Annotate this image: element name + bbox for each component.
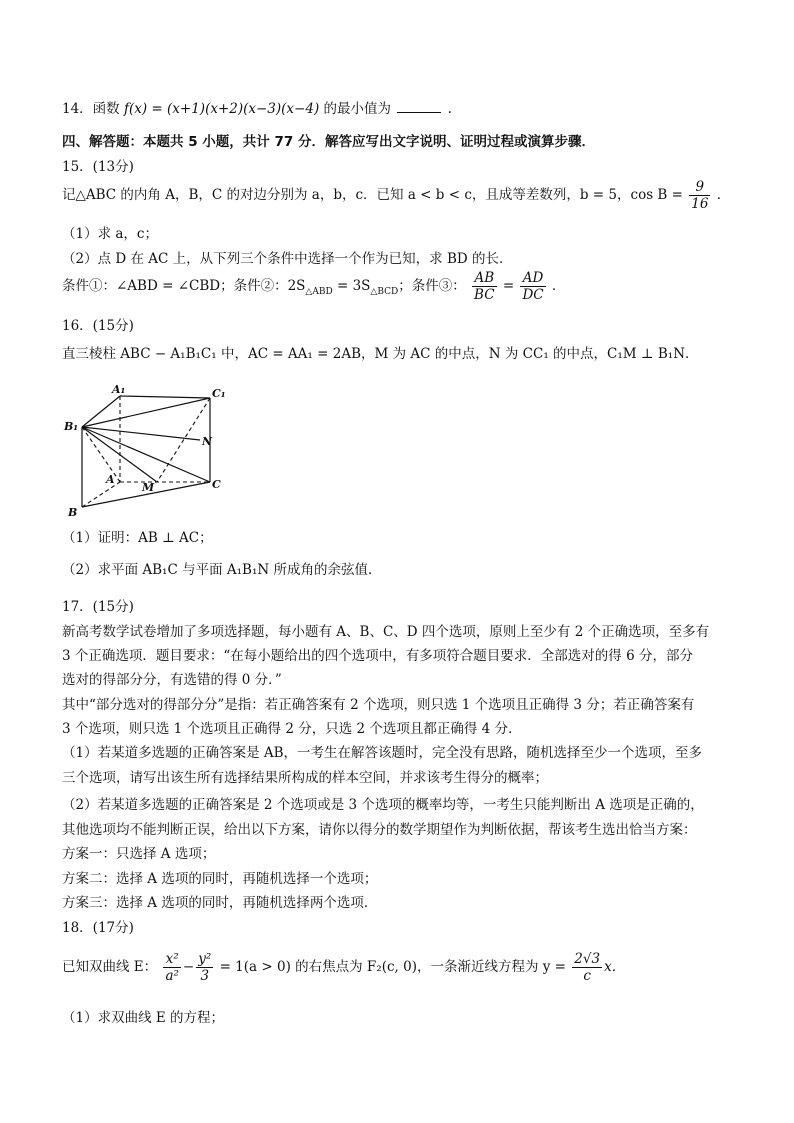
q15-stem-text: 记△ABC 的内角 A，B，C 的对边分别为 a，b，c．已知 a < b < c，且成等差数列，b = 5，cos B = [62,187,683,204]
q18-part1: （1）求双曲线 E 的方程； [62,1010,225,1026]
q18-x2: x² [163,952,180,968]
q17-line-9: 其他选项均不能判断正误，给出以下方案，请你以得分的数学期望作为判断依据，帮该考生选出恰当方案： [62,822,697,838]
q14-line [62,100,452,117]
q18-frac-x2-a2 [163,952,180,983]
label-a1: A₁ [112,383,126,396]
q18-c-den: c [583,968,591,985]
q16-stem: 直三棱柱 ABC − A₁B₁C₁ 中，AC = AA₁ = 2AB，M 为 AC 的中点，N 为 CC₁ 的中点，C₁M ⊥ B₁N． [62,346,699,362]
label-a: A [106,473,115,486]
prism-figure [62,382,226,522]
q14-end: . [447,101,452,117]
label-n: N [202,435,213,448]
q15-stem [62,180,730,211]
q18-minus: − [182,959,195,976]
q16-heading: 16．(15分) [62,318,134,334]
q18-eq: = 1(a > 0) 的右焦点为 F₂(c, 0)，一条渐近线方程为 y = [215,959,566,976]
q14-answer-blank [397,100,441,113]
q15-cos-numerator: 9 [689,180,710,196]
label-b1: B₁ [64,420,79,433]
segment-b1n [82,427,200,440]
edge-b1c1 [82,398,210,427]
q15-frac2-den: DC [522,287,544,304]
q15-fraction-ad-dc [520,271,545,302]
q15-stem-end: ． [716,187,731,204]
q15-fraction-ab-bc [472,271,497,302]
q15-frac1-num: AB [472,271,497,287]
q14-tail: 的最小值为 [323,101,392,117]
q15-part1: （1）求 a，c； [62,226,158,242]
label-c: C [212,478,221,491]
q15-cond-c: ；条件③： [398,278,466,295]
q18-three: 3 [200,968,210,985]
q15-frac2-num: AD [520,271,545,287]
q15-cond-end: ． [551,278,566,295]
q15-heading: 15．(13分) [62,159,134,175]
q17-heading: 17．(15分) [62,599,134,615]
q15-frac1-den: BC [474,287,495,304]
q18-stem [62,952,625,983]
edge-a1c1 [120,396,210,398]
q16-part2: （2）求平面 AB₁C 与平面 A₁B₁N 所成角的余弦值． [62,562,382,578]
q17-line-8: （2）若某道多选题的正确答案是 2 个选项或是 3 个选项的概率均等，一考生只能判断出 A 选项是正确的， [62,797,704,813]
q18-frac-y2-3 [196,952,213,983]
label-b: B [68,506,78,519]
q14-formula: f(x) = (x+1)(x+2)(x−3)(x−4) [123,101,320,117]
q18-heading: 18．(17分) [62,920,134,936]
q17-line-2: 3 个正确选项．题目要求：“在每小题给出的四个选项中，有多项符合题目要求．全部选对的得 6 分，部分 [62,648,693,664]
q17-plan-2: 方案二：选择 A 选项的同时，再随机选择一个选项； [62,871,378,887]
label-m: M [142,481,155,494]
q15-conditions [62,271,565,302]
q17-line-4: 其中“部分选对的得部分分”是指：若正确答案有 2 个选项，则只选 1 个选项且正确得 3 分；若正确答案有 [62,697,695,713]
q17-line-3: 选对的得部分分，有选错的得 0 分．” [62,672,282,688]
q18-asymptote-fraction [572,952,602,983]
q15-cond-a: 条件①：∠ABD = ∠CBD；条件②：2S [62,278,306,295]
q17-plan-1: 方案一：只选择 A 选项； [62,846,216,862]
q17-line-6: （1）若某道多选题的正确答案是 AB，一考生在解答该题时，完全没有思路，随机选择至少一个选项，至多 [62,745,703,761]
label-c1: C₁ [212,387,226,400]
q18-sqrt-num: 2√3 [574,951,601,967]
q14-number: 14．函数 [62,101,120,117]
q16-part1: （1）证明：AB ⊥ AC； [62,530,213,546]
q18-tail: x． [604,959,626,976]
q17-line-5: 3 个选项，则只选 1 个选项且正确得 2 分，只选 2 个选项且都正确得 4 分． [62,721,522,737]
q18-pre: 已知双曲线 E： [62,959,158,976]
q17-plan-3: 方案三：选择 A 选项的同时，再随机选择两个选项． [62,895,378,911]
q17-line-1: 新高考数学试卷增加了多项选择题，每小题有 A、B、C、D 四个选项，原则上至少有 2 个正确选项，至多有 [62,624,710,640]
q15-cos-fraction [689,180,710,211]
q15-sub-bcd: △BCD [370,286,399,297]
q15-frac-eq: = [498,278,519,295]
q18-a2: a² [165,968,179,985]
q17-line-7: 三个选项，请写出该生所有选择结果所构成的样本空间，并求该考生得分的概率； [62,770,548,786]
q15-sub-abd: △ABD [305,286,333,297]
q15-part2: （2）点 D 在 AC 上，从下列三个条件中选择一个作为已知，求 BD 的长． [62,251,513,267]
section-4-heading: 四、解答题：本题共 5 小题，共计 77 分．解答应写出文字说明、证明过程或演算步骤． [62,134,595,150]
q15-cond-b: = 3S [332,278,371,295]
q15-cos-denominator: 16 [691,196,709,213]
q18-y2: y² [198,951,212,967]
